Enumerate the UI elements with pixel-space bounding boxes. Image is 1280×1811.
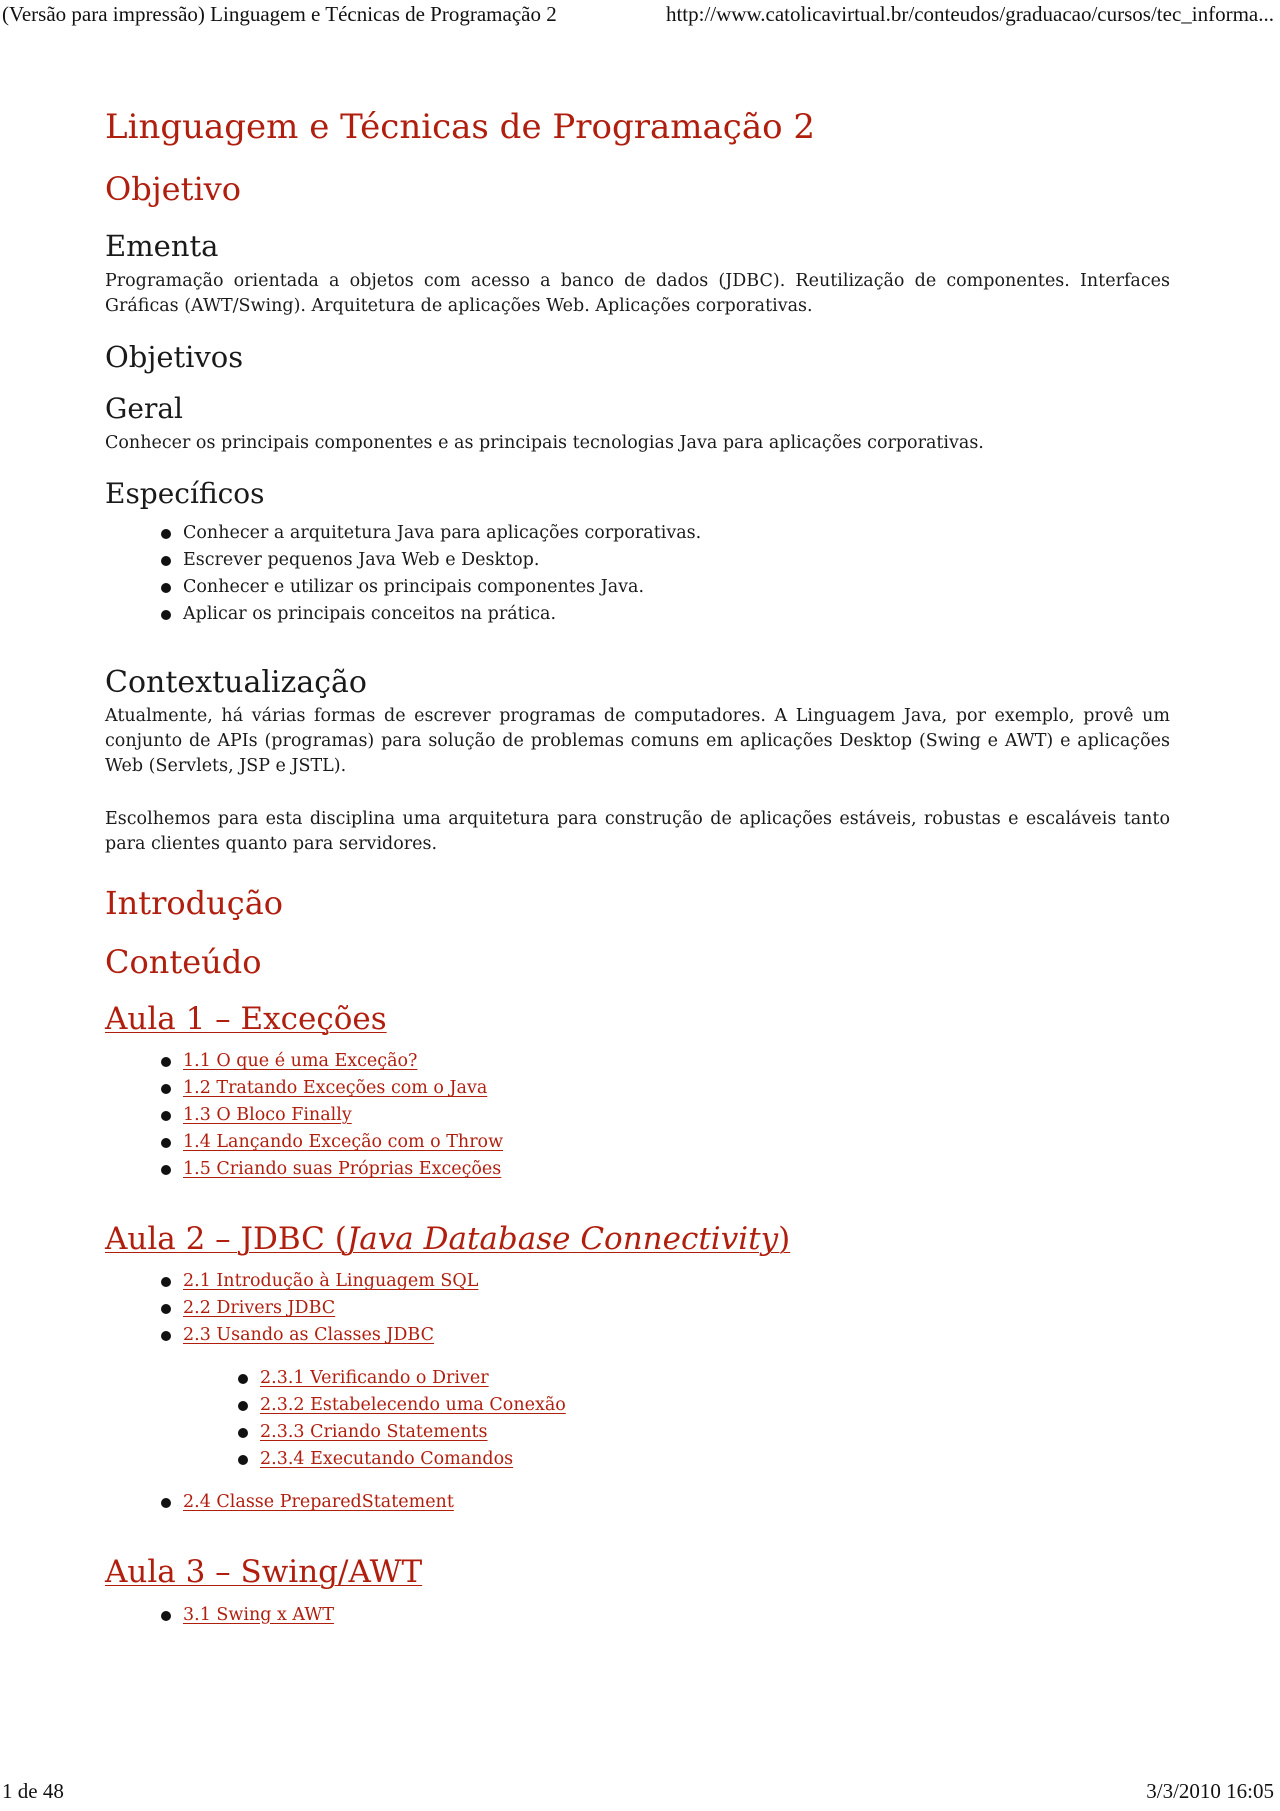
list-item: [105, 1156, 1170, 1183]
aula-1-link-1-4[interactable]: 1.4 Lançando Exceção com o Throw: [183, 1132, 504, 1153]
objetivos-heading: Objetivos: [105, 340, 244, 375]
page-counter: 1 de 48: [2, 1779, 64, 1803]
aula-1-link-1-1[interactable]: 1.1 O que é uma Exceção?: [183, 1051, 418, 1072]
ementa-text: Programação orientada a objetos com acesso a banco de dados (JDBC). Reutilização de componentes. Interfaces Gráficas (AWT/Swing). Arquitetura de aplicações Web. Aplicações corporativas.: [105, 271, 1170, 317]
list-item: Conhecer e utilizar os principais componentes Java.: [105, 574, 1170, 601]
aula-1-link-1-3[interactable]: 1.3 O Bloco Finally: [183, 1105, 352, 1126]
print-header-url: http://www.catolicavirtual.br/conteudos/graduacao/cursos/tec_informa...: [665, 2, 1274, 26]
aula-1-link[interactable]: Aula 1 – Exceções: [105, 1001, 387, 1038]
print-header: [2, 2, 1274, 28]
introducao-heading: Introdução: [105, 884, 284, 923]
aula-2-heading-italic[interactable]: Java Database Connectivity: [346, 1221, 779, 1258]
especificos-list: [105, 520, 1170, 628]
list-item: Aplicar os principais conceitos na prática.: [105, 601, 1170, 628]
aula-2-sublist: [105, 1365, 1170, 1473]
aula-2-link-2-3-2[interactable]: 2.3.2 Estabelecendo uma Conexão: [260, 1395, 566, 1416]
especificos-heading: Específicos: [105, 476, 265, 510]
aula-2-list-end: [105, 1489, 1170, 1516]
conteudo-heading: Conteúdo: [105, 943, 262, 982]
list-item: [105, 1419, 1170, 1446]
print-timestamp: 3/3/2010 16:05: [1146, 1779, 1274, 1803]
aula-3-link-3-1[interactable]: 3.1 Swing x AWT: [183, 1604, 335, 1625]
aula-2-link-2-3[interactable]: 2.3 Usando as Classes JDBC: [183, 1325, 435, 1346]
print-header-title: (Versão para impressão) Linguagem e Técnicas de Programação 2: [2, 2, 557, 26]
contextualizacao-paragraph-1: Atualmente, há várias formas de escrever programas de computadores. A Linguagem Java, por exemplo, provê um conjunto de APIs (programas) para solução de problemas comuns em aplicações Desktop (Swing e AWT) e aplicações Web (Servlets, JSP e JSTL).: [105, 706, 1170, 777]
list-item: [105, 1295, 1170, 1322]
list-item: Conhecer a arquitetura Java para aplicações corporativas.: [105, 520, 1170, 547]
aula-2-link-2-3-3[interactable]: 2.3.3 Criando Statements: [260, 1422, 488, 1443]
aula-2-heading-prefix[interactable]: Aula 2 – JDBC (: [105, 1221, 347, 1258]
contextualizacao-heading: Contextualização: [105, 664, 367, 700]
aula-2-heading[interactable]: [105, 1221, 1170, 1258]
geral-heading: Geral: [105, 391, 183, 425]
print-footer: [2, 1779, 1274, 1805]
list-item: [105, 1322, 1170, 1349]
list-item: [105, 1268, 1170, 1295]
aula-2-link-2-2[interactable]: 2.2 Drivers JDBC: [183, 1298, 336, 1319]
geral-text: Conhecer os principais componentes e as principais tecnologias Java para aplicações corporativas.: [105, 432, 984, 453]
aula-3-list: [105, 1602, 1170, 1629]
ementa-heading: Ementa: [105, 228, 219, 263]
list-item: Escrever pequenos Java Web e Desktop.: [105, 547, 1170, 574]
list-item: [105, 1602, 1170, 1629]
aula-2-link-2-4[interactable]: 2.4 Classe PreparedStatement: [183, 1492, 454, 1513]
objetivo-heading: Objetivo: [105, 170, 242, 209]
aula-2-link-2-3-4[interactable]: 2.3.4 Executando Comandos: [260, 1449, 514, 1470]
aula-2-link[interactable]: [105, 1221, 790, 1257]
page-title: Linguagem e Técnicas de Programação 2: [105, 107, 815, 147]
list-item: [105, 1075, 1170, 1102]
aula-2-heading-suffix[interactable]: ): [778, 1221, 791, 1258]
aula-2-link-2-3-1[interactable]: 2.3.1 Verificando o Driver: [260, 1368, 489, 1389]
aula-2-link-2-1[interactable]: 2.1 Introdução à Linguagem SQL: [183, 1271, 479, 1292]
aula-1-heading[interactable]: [105, 1001, 1170, 1038]
list-item: [105, 1365, 1170, 1392]
list-item: [105, 1102, 1170, 1129]
document-content: [105, 108, 1170, 1629]
aula-3-heading[interactable]: [105, 1554, 1170, 1591]
aula-1-link-1-2[interactable]: 1.2 Tratando Exceções com o Java: [183, 1078, 488, 1099]
aula-2-list: [105, 1268, 1170, 1349]
contextualizacao-paragraph-2: Escolhemos para esta disciplina uma arquitetura para construção de aplicações estáveis, robustas e escaláveis tanto para clientes quanto para servidores.: [105, 809, 1170, 855]
list-item: [105, 1446, 1170, 1473]
aula-1-link-1-5[interactable]: 1.5 Criando suas Próprias Exceções: [183, 1159, 502, 1180]
list-item: [105, 1129, 1170, 1156]
aula-3-link[interactable]: Aula 3 – Swing/AWT: [105, 1554, 423, 1591]
aula-1-list: [105, 1048, 1170, 1183]
list-item: [105, 1489, 1170, 1516]
list-item: [105, 1048, 1170, 1075]
list-item: [105, 1392, 1170, 1419]
